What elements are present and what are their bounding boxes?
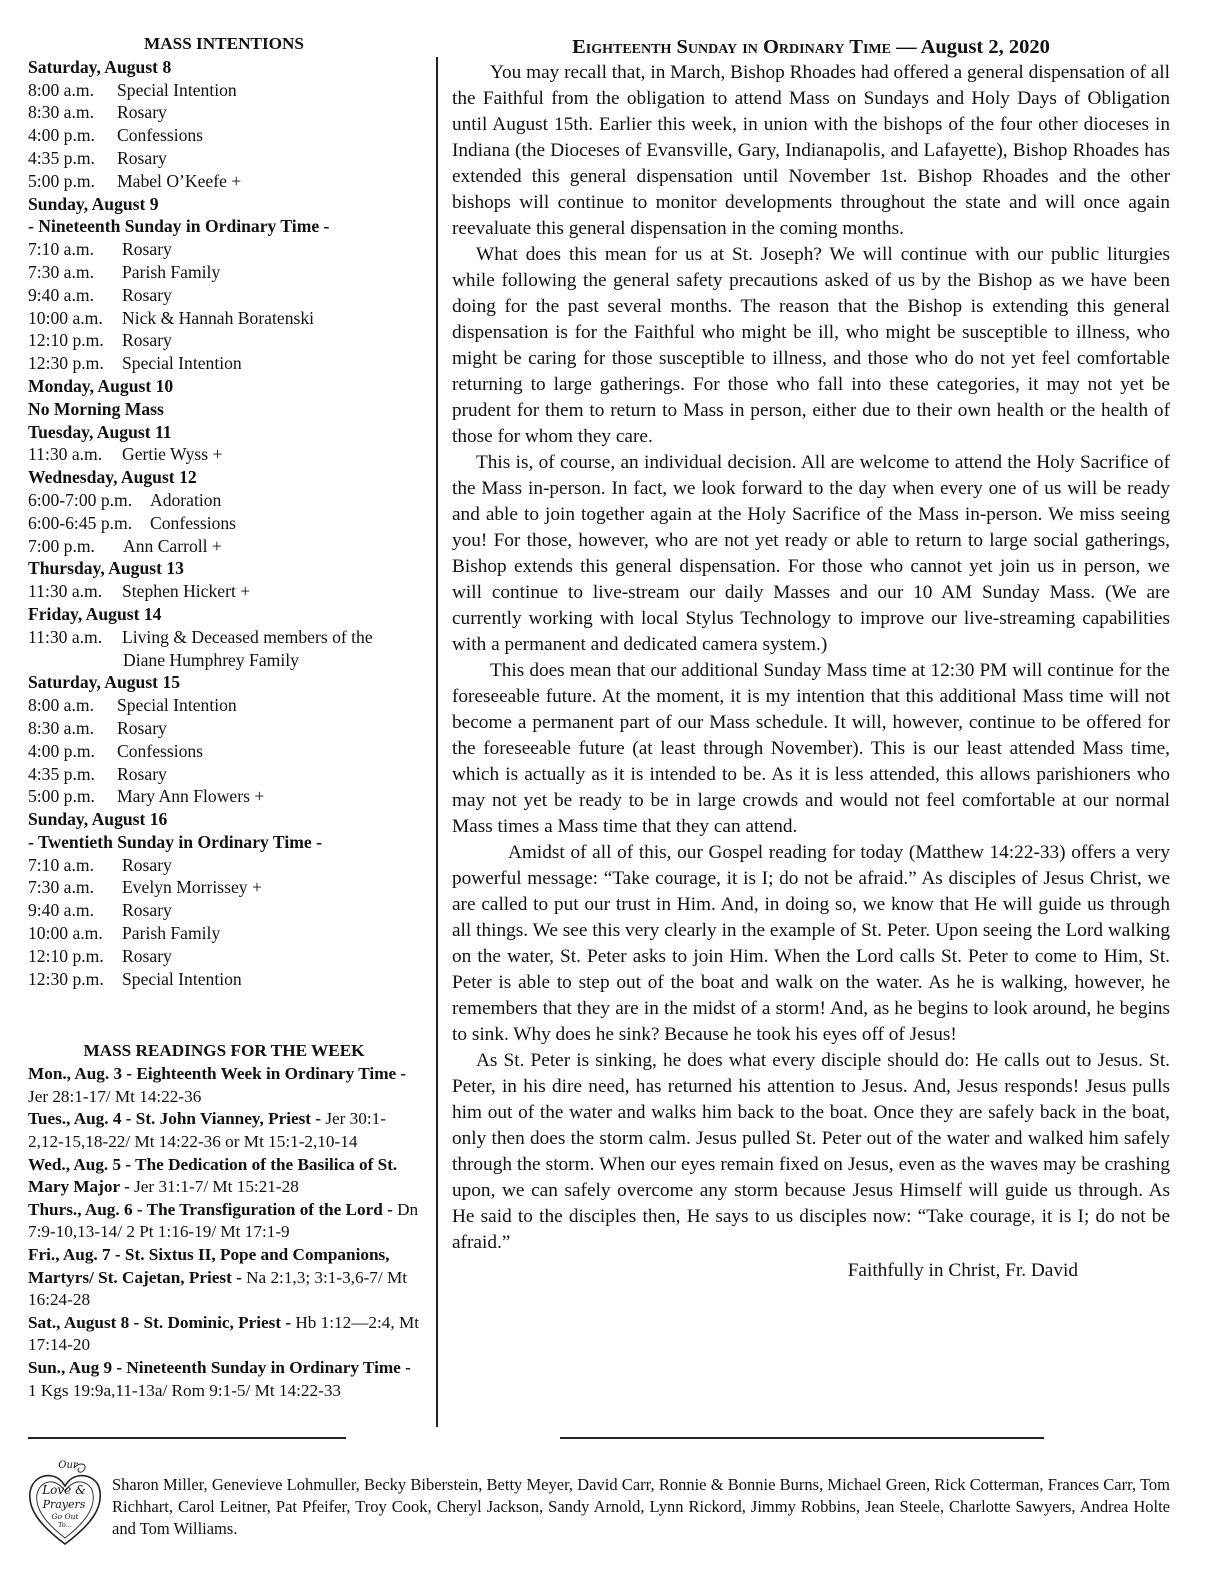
reading-day-title: Tues., Aug. 4 - St. John Vianney, Priest - [28, 1109, 322, 1129]
mass-intentions-list [28, 56, 420, 991]
intention-text: Confessions [117, 125, 204, 146]
column-divider [436, 57, 438, 1427]
intention-text: Evelyn Morrissey + [122, 877, 262, 898]
mass-readings-section [28, 1040, 420, 1402]
intention-row [28, 124, 420, 147]
reading-item [28, 1154, 420, 1199]
logo-text-prayers: Prayers [42, 1498, 86, 1511]
intention-row [28, 329, 420, 352]
intention-row [28, 261, 420, 284]
logo-text-our: Our [58, 1460, 78, 1471]
intention-text: Rosary [122, 945, 172, 966]
reading-item [28, 1244, 420, 1312]
intention-text-continued: Diane Humphrey Family [123, 649, 299, 670]
intention-time: 11:30 a.m. [28, 444, 103, 465]
intention-text: Rosary [122, 284, 172, 305]
intention-time: 7:10 a.m. [28, 854, 94, 875]
intention-row [28, 785, 420, 808]
intention-text: Rosary [117, 763, 167, 784]
love-and-prayers-heart-logo [24, 1458, 106, 1550]
logo-text-go-out: Go Out [51, 1512, 79, 1521]
intention-row [28, 79, 420, 102]
reading-item [28, 1063, 420, 1108]
intention-text: Ann Carroll + [123, 535, 222, 556]
reading-day-title: Sun., Aug 9 - Nineteenth Sunday in Ordinary Time - [28, 1357, 411, 1377]
intention-time: 12:30 p.m. [28, 353, 104, 374]
intention-time: 12:10 p.m. [28, 945, 104, 966]
intention-time: 9:40 a.m. [28, 284, 94, 305]
intention-row [28, 352, 420, 375]
intention-text: Parish Family [122, 261, 221, 282]
reading-day-title: Mon., Aug. 3 - Eighteenth Week in Ordinary Time - [28, 1064, 407, 1084]
intention-text: Adoration [150, 489, 222, 510]
intention-text: Mabel O’Keefe + [117, 170, 242, 191]
intention-row [28, 101, 420, 124]
intention-text: Parish Family [122, 923, 221, 944]
intention-time: 7:10 a.m. [28, 239, 94, 260]
intention-row [28, 580, 420, 603]
intention-time: 11:30 a.m. [28, 581, 103, 602]
intention-row [28, 489, 420, 512]
logo-text-to: To... [58, 1521, 72, 1529]
letter-title-occasion: Eighteenth Sunday in Ordinary Time [572, 36, 891, 58]
intention-row [28, 922, 420, 945]
intention-time: 9:40 a.m. [28, 900, 94, 921]
letter-title-date: — August 2, 2020 [890, 36, 1050, 58]
reading-citations: Jer 31:1-7/ Mt 15:21-28 [129, 1177, 299, 1197]
intention-day: Saturday, August 15 [28, 672, 181, 693]
reading-day-title: Thurs., Aug. 6 - The Transfiguration of the Lord - [28, 1199, 393, 1219]
intention-row [28, 512, 420, 535]
intention-time: 12:10 p.m. [28, 330, 104, 351]
intention-text: Mary Ann Flowers + [117, 786, 265, 807]
intention-text: Rosary [117, 717, 167, 738]
intention-time: 11:30 a.m. [28, 626, 103, 647]
intention-text: Special Intention [122, 968, 242, 989]
intention-text: Nick & Hannah Boratenski [122, 307, 315, 328]
intention-time: 5:00 p.m. [28, 170, 95, 191]
intention-text: Stephen Hickert + [122, 581, 251, 602]
intention-time: 12:30 p.m. [28, 968, 104, 989]
intention-row [28, 694, 420, 717]
intention-row [28, 307, 420, 330]
mass-readings-heading: MASS READINGS FOR THE WEEK [83, 1041, 365, 1061]
intention-time: 4:00 p.m. [28, 740, 95, 761]
intention-row [28, 170, 420, 193]
intention-time: 5:00 p.m. [28, 786, 95, 807]
intention-row [28, 284, 420, 307]
reading-item [28, 1199, 420, 1244]
intention-text: Special Intention [117, 695, 237, 716]
intention-text: Rosary [122, 239, 172, 260]
intention-row [28, 443, 420, 466]
intention-row [28, 740, 420, 763]
letter-paragraph: This is, of course, an individual decision. All are welcome to attend the Holy Sacrifice of the Mass in-person. In fact, we look forward to the day when every one of us will be ready and able to join together again at the Holy Sacrifice of the Mass in-person. We miss seeing you! For those, however, who are not yet ready or able to return to large social gatherings, Bishop extends this general dispensation. For those who cannot yet join us in person, we will continue to live-stream our daily Masses and our 10 AM Sunday Mass. (We are currently working with local Stylus Technology to improve our live-streaming capabilities with a permanent and dedicated camera system.) [452, 452, 1170, 655]
intention-day: Saturday, August 8 [28, 56, 172, 77]
intention-day: Sunday, August 16 [28, 809, 168, 830]
intention-text: Rosary [122, 330, 172, 351]
intention-text: Confessions [117, 740, 204, 761]
intention-time: 7:30 a.m. [28, 261, 94, 282]
letter-paragraph: As St. Peter is sinking, he does what every disciple should do: He calls out to Jesus. St. Peter, in his dire need, has returned his attention to Jesus. And, Jesus responds! Jesus pulls him out of the water and walks him back to the boat. Once they are safely back in the boat, only then does the storm calm. Jesus pulled St. Peter out of the water and walked him safely through the storm. When our eyes remain fixed on Jesus, even as the waves may be crashing upon, we can safely overcome any storm because Jesus Himself will guide us through. As He said to the disciples then, He says to us disciples now: “Take courage, it is I; do not be afraid.” [452, 1050, 1170, 1253]
intention-time: 10:00 a.m. [28, 307, 103, 328]
letter-title [452, 34, 1170, 60]
intention-time: 8:00 a.m. [28, 79, 94, 100]
intention-row [28, 717, 420, 740]
intention-row [28, 535, 420, 558]
reading-citations: Hb 1:12—2:4, Mt 17:14-20 [28, 1312, 420, 1355]
intention-text: Confessions [150, 512, 237, 533]
intention-text: Gertie Wyss + [122, 444, 223, 465]
letter-signature: Faithfully in Christ, Fr. David [847, 1260, 1078, 1281]
intention-text: Rosary [117, 102, 167, 123]
intention-row [28, 899, 420, 922]
left-footer-rule [28, 1437, 346, 1439]
intention-row [28, 763, 420, 786]
intention-time: 7:00 p.m. [28, 535, 95, 556]
intention-time: 8:00 a.m. [28, 695, 94, 716]
intention-row [28, 238, 420, 261]
intention-row [28, 945, 420, 968]
letter-paragraph: You may recall that, in March, Bishop Rhoades had offered a general dispensation of all the Faithful from the obligation to attend Mass on Sundays and Holy Days of Obligation until August 15th. Earlier this week, in union with the bishops of the four other dioceses in Indiana (the Dioceses of Evansville, Gary, Indianapolis, and Lafayette), Bishop Rhoades has extended this general dispensation until November 1st. Bishop Rhoades and the other bishops will continue to monitor developments throughout the state and will once again reevaluate this general dispensation in the coming months. [452, 62, 1170, 239]
letter-paragraph: Amidst of all of this, our Gospel reading for today (Matthew 14:22-33) offers a very powerful message: “Take courage, it is I; do not be afraid.” As disciples of Jesus Christ, we are called to put our trust in Him. And, in doing so, we know that He will guide us through all things. We see this very clearly in the example of St. Peter. Upon seeing the Lord walking on the water, St. Peter asks to join Him. When the Lord calls St. Peter to come to Him, St. Peter is able to step out of the boat and walk on the water. As he is walking, however, he remembers that they are in the midst of a storm! And, as he begins to look around, he begins to sink. Why does he sink? Because he took his eyes off of Jesus! [452, 842, 1170, 1045]
reading-citations: Na 2:1,3; 3:1-3,6-7/ Mt 16:24-28 [28, 1267, 408, 1310]
reading-citations: 1 Kgs 19:9a,11-13a/ Rom 9:1-5/ Mt 14:22-33 [28, 1380, 342, 1400]
reading-citations: Dn 7:9-10,13-14/ 2 Pt 1:16-19/ Mt 17:1-9 [28, 1199, 419, 1242]
intention-time: 4:00 p.m. [28, 125, 95, 146]
intention-time: 8:30 a.m. [28, 102, 94, 123]
intention-row [28, 147, 420, 170]
intention-text: Rosary [117, 147, 167, 168]
right-footer-rule [560, 1437, 1044, 1439]
intention-row [28, 876, 420, 899]
mass-readings-list [28, 1063, 420, 1402]
pastor-letter [452, 34, 1170, 1284]
intention-row [28, 968, 420, 991]
prayer-list-names: Sharon Miller, Genevieve Lohmuller, Becky Biberstein, Betty Meyer, David Carr, Ronnie & Bonnie Burns, Michael Green, Rick Cotterman, Frances Carr, Tom Richhart, Carol Leitner, Pat Pfeifer, Troy Cook, Cheryl Jackson, Sandy Arnold, Lynn Rickord, Jimmy Robbins, Jean Steele, Charlotte Sawyers, Andrea Holte and Tom Williams. [112, 1475, 1170, 1538]
intention-day: Tuesday, August 11 [28, 421, 172, 442]
reading-day-title: Sat., August 8 - St. Dominic, Priest - [28, 1312, 292, 1332]
intention-time: 8:30 a.m. [28, 717, 94, 738]
intention-day-subtitle: - Nineteenth Sunday in Ordinary Time - [28, 216, 330, 237]
reading-citations: Jer 28:1-17/ Mt 14:22-36 [28, 1086, 202, 1106]
intention-day: Thursday, August 13 [28, 558, 184, 579]
intention-text: Special Intention [122, 353, 242, 374]
intention-time: 4:35 p.m. [28, 763, 95, 784]
mass-intentions-heading: MASS INTENTIONS [144, 34, 304, 53]
reading-day-title: Fri., Aug. 7 - St. Sixtus II, Pope and Companions, Martyrs/ St. Cajetan, Priest - [28, 1245, 390, 1287]
intention-time: 4:35 p.m. [28, 147, 95, 168]
intention-day-subtitle: - Twentieth Sunday in Ordinary Time - [28, 831, 322, 852]
intention-day: Monday, August 10 [28, 375, 174, 396]
intention-text: Special Intention [117, 79, 237, 100]
letter-paragraph: What does this mean for us at St. Joseph? We will continue with our public liturgies while following the general safety precautions asked of us by the Bishop as we have been doing for the past several months. The reason that the Bishop is extending this general dispensation is for the Faithful who might be ill, who might be susceptible to illness, who might be caring for those susceptible to illness, and those who do not yet feel comfortable returning to large gatherings. For those who fall into these categories, it may not yet be prudent for them to return to Mass in person, either due to their own health or the health of those for whom they care. [452, 244, 1170, 447]
intention-text: Living & Deceased members of the [122, 626, 373, 647]
intention-text: Rosary [122, 900, 172, 921]
intention-time: 10:00 a.m. [28, 923, 103, 944]
reading-item [28, 1312, 420, 1357]
intention-day: Friday, August 14 [28, 603, 162, 624]
intention-time: 7:30 a.m. [28, 877, 94, 898]
reading-item [28, 1357, 420, 1402]
intention-day: Sunday, August 9 [28, 193, 159, 214]
logo-text-love: Love & [42, 1483, 86, 1497]
intention-text: Rosary [122, 854, 172, 875]
intention-time: 6:00-6:45 p.m. [28, 512, 133, 533]
intention-row [28, 854, 420, 877]
intention-day-subtitle: No Morning Mass [28, 398, 164, 419]
intention-row [28, 626, 420, 649]
reading-citations: Jer 30:1-2,12-15,18-22/ Mt 14:22-36 or Mt 15:1-2,10-14 [28, 1109, 386, 1152]
left-column [28, 33, 420, 1402]
intention-day: Wednesday, August 12 [28, 467, 197, 488]
letter-paragraph: This does mean that our additional Sunday Mass time at 12:30 PM will continue for the foreseeable future. At the moment, it is my intention that this additional Mass time will not become a permanent part of our Mass schedule. It will, however, continue to be offered for the foreseeable future (at least through November). This is our least attended Mass time, which is actually as it is intended to be. As it is less attended, this allows parishioners who may not yet be ready to be in large crowds and would not feel comfortable at our normal Mass times a Mass time that they can attend. [452, 660, 1170, 837]
reading-day-title: Wed., Aug. 5 - The Dedication of the Basilica of St. Mary Major - [28, 1154, 398, 1197]
reading-item [28, 1108, 420, 1153]
intention-time: 6:00-7:00 p.m. [28, 489, 133, 510]
